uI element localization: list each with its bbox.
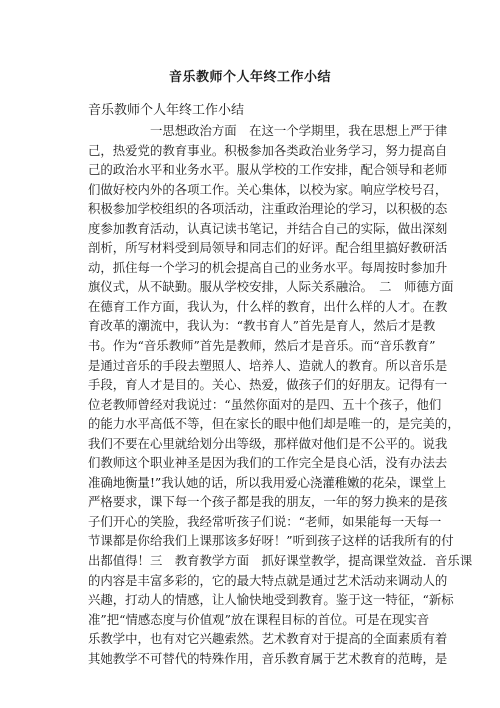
body-text-line: 书。作为“音乐教师”首先是教师，然后才是音乐。而“音乐教育” — [88, 338, 436, 354]
document-body — [88, 121, 473, 668]
body-text-line: 在德育工作方面，我认为，什么样的教育，出什么样的人才。在教 — [88, 298, 448, 314]
body-text-line: 剖析，所写材料受到局领导和同志们的好评。配合组里搞好教研活 — [88, 240, 448, 256]
body-text-line: 出都值得！三 教育教学方面 抓好课堂教学，提高课堂效益．音乐课 — [88, 553, 473, 569]
body-text-line: 育改革的潮流中，我认为：“教书育人”首先是育人，然后才是教 — [88, 318, 436, 334]
body-text-line: 手段，育人才是目的。关心、热爱，做孩子们的好朋友。记得有一 — [88, 377, 448, 393]
body-text-line: 严格要求，课下每一个孩子都是我的朋友，一年的努力换来的是孩 — [88, 494, 448, 510]
body-text-line: 己，热爱党的教育事业。积极参加各类政治业务学习，努力提高自 — [88, 142, 448, 158]
body-text-line: 动，抓住每一个学习的机会提高自己的业务水平。每周按时参加升 — [88, 259, 448, 275]
body-text-line: 乐教学中，也有对它兴趣索然。艺术教育对于提高的全面素质有着 — [88, 631, 448, 647]
body-text-line: 其她教学不可替代的特殊作用，音乐教育属于艺术教育的范畴，是 — [88, 650, 448, 666]
body-text-line: 己的政治水平和业务水平。服从学校的工作安排，配合领导和老师 — [88, 162, 448, 178]
body-text-line: 位老教师曾经对我说过：“虽然你面对的是四、五十个孩子，他们 — [88, 396, 442, 412]
body-text-line: 们做好校内外的各项工作。关心集体，以校为家。响应学校号召， — [88, 181, 448, 197]
body-text-line: 的内容是丰富多彩的，它的最大特点就是通过艺术活动来调动人的 — [88, 572, 448, 588]
body-text-line: 是通过音乐的手段去塑照人、培养人、造就人的教育。所以音乐是 — [88, 357, 448, 373]
body-text-line: 准”把“情感态度与价值观”放在课程目标的首位。可是在现实音 — [88, 611, 430, 627]
body-text-line: 度参加教育活动，认真记读书笔记，并结合自己的实际，做出深刻 — [88, 220, 448, 236]
body-text-line: 子们开心的笑脸，我经常听孩子们说：“老师，如果能每一天每一 — [88, 513, 442, 529]
body-text-line: 的能力水平高低不等，但在家长的眼中他们却是唯一的，是完美的， — [88, 416, 460, 432]
body-text-line: 们教师这个职业神圣是因为我们的工作完全是良心活，没有办法去 — [88, 455, 448, 471]
body-text-line: 积极参加学校组织的各项活动，注重政治理论的学习，以积极的态 — [88, 201, 448, 217]
body-text-line: 一思想政治方面 在这一个学期里，我在思想上严于律 — [88, 123, 448, 138]
body-text-line: 节课都是你给我们上课那该多好呀！”听到孩子这样的话我所有的付 — [88, 533, 454, 549]
body-text-line: 兴趣，打动人的情感，让人愉快地受到教育。鉴于这一特征，“新标 — [88, 592, 454, 608]
body-text-line: 我们不要在心里就给划分出等级，那样做对他们是不公平的。说我 — [88, 435, 448, 451]
document-subtitle: 音乐教师个人年终工作小结 — [88, 103, 245, 118]
body-text-line: 旗仪式，从不缺勤。服从学校安排，人际关系融洽。 二 师德方面 — [88, 279, 454, 295]
body-text-line: 准确地衡量!”我认她的话，所以我用爱心浇灌稚嫩的花朵，课堂上 — [88, 474, 447, 490]
document-title: 音乐教师个人年终工作小结 — [168, 70, 331, 85]
